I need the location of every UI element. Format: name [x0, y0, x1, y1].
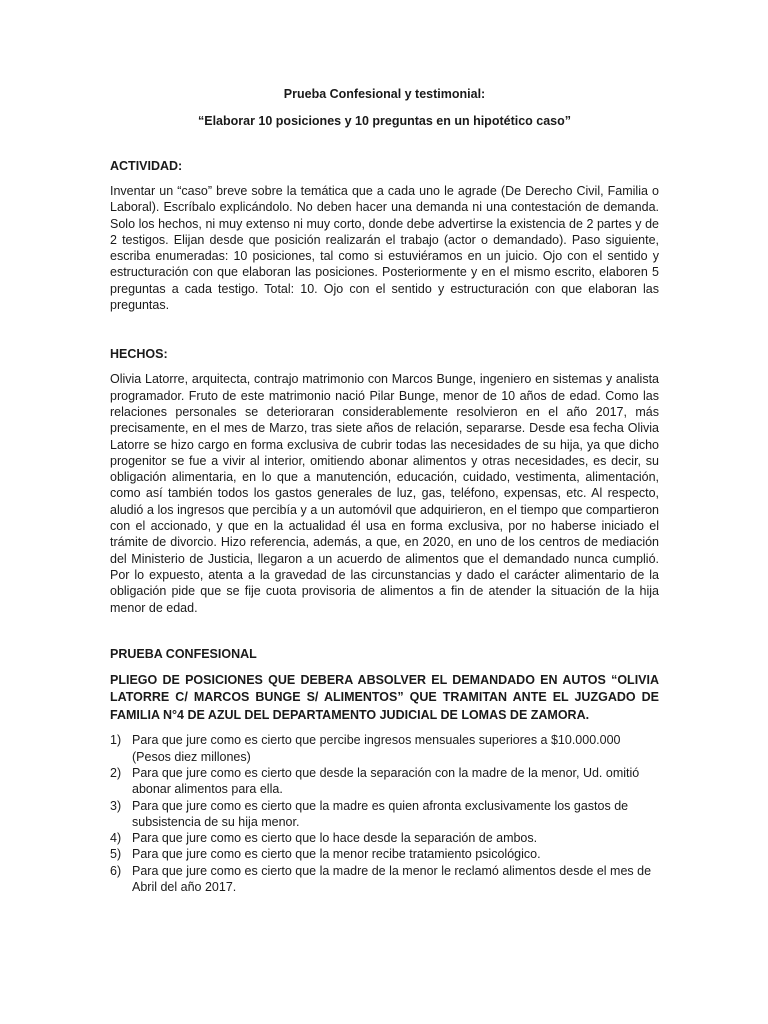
position-text: Para que jure como es cierto que la madre es quien afronta exclusivamente los gastos de subsistencia de su hija menor. [132, 798, 629, 829]
position-item [110, 798, 659, 831]
position-item [110, 863, 659, 896]
document-title: Prueba Confesional y testimonial: [283, 87, 486, 101]
position-number: 4) [110, 831, 122, 846]
prueba-confesional-heading: PRUEBA CONFESIONAL [110, 646, 257, 661]
position-item [110, 732, 659, 765]
hechos-heading: HECHOS: [110, 347, 168, 362]
actividad-text: Inventar un “caso” breve sobre la temática que a cada uno le agrade (De Derecho Civil, Familia o Laboral). Escríbalo explicándolo. No deben hacer una demanda ni una contestación de demanda. Solo los hechos, ni muy extenso ni muy corto, donde debe advertirse la existencia de 2 partes y de 2 testigos. Elijan desde que posición realizarán el trabajo (actor o demandado). Paso siguiente, escriba enumeradas: 10 posiciones, tal como si estuviéramos en un juicio. Ojo con el sentido y estructuración con que elaboran las posiciones. Posteriormente y en el mismo escrito, elaboren 5 preguntas a cada testigo. Total: 10. Ojo con el sentido y estructuración con que elaboran las preguntas. [110, 184, 659, 313]
hechos-text: Olivia Latorre, arquitecta, contrajo matrimonio con Marcos Bunge, ingeniero en sistemas y analista programador. Fruto de este matrimonio nació Pilar Bunge, menor de 10 años de edad. Como las relaciones personales se deterioraran considerablemente resolvieron en el año 2017, más precisamente, en el mes de Marzo, tras siete años de relación, separarse. Desde esa fecha Olivia Latorre se hizo cargo en forma exclusiva de cubrir todas las necesidades de su hija, ya que dicho progenitor se fue a vivir al interior, omitiendo abonar alimentos y otras necesidades, es decir, su obligación alimentaria, en lo que a manutención, educación, cuidado, vestimenta, alimentación, como así también todos los gastos generales de luz, gas, teléfono, expensas, etc. Al respecto, aludió a los ingresos que percibía y a un automóvil que adquirieron, en el tiempo que compartieron con el accionado, y que en la actualidad él usa en forma exclusiva, por no haberse iniciado el trámite de divorcio. Hizo referencia, además, a que, en 2020, en uno de los centros de mediación del Ministerio de Justicia, llegaron a un acuerdo de alimentos que el demandado nunca cumplió. Por lo expuesto, atenta a la gravedad de las circunstancias y dado el carácter alimentario de la obligación pide que se fije cuota provisoria de alimentos a fin de atender la situación de la hija menor de edad. [110, 372, 659, 615]
position-number: 1) [110, 733, 122, 748]
position-item [110, 846, 659, 862]
position-text: Para que jure como es cierto que percibe ingresos mensuales superiores a $10.000.000 (Pesos diez millones) [132, 733, 621, 764]
position-text: Para que jure como es cierto que la madre de la menor le reclamó alimentos desde el mes de Abril del año 2017. [132, 863, 652, 894]
position-number: 2) [110, 765, 122, 780]
document-subtitle: “Elaborar 10 posiciones y 10 preguntas en un hipotético caso” [197, 114, 572, 128]
positions-list [110, 732, 659, 895]
position-number: 3) [110, 798, 122, 813]
position-number: 6) [110, 863, 122, 878]
position-number: 5) [110, 847, 122, 862]
position-text: Para que jure como es cierto que lo hace desde la separación de ambos. [132, 831, 538, 846]
pliego-heading: PLIEGO DE POSICIONES QUE DEBERA ABSOLVER EL DEMANDADO EN AUTOS “OLIVIA LATORRE C/ MARCOS BUNGE S/ ALIMENTOS” QUE TRAMITAN ANTE EL JUZGADO DE FAMILIA N°4 DE AZUL DEL DEPARTAMENTO JUDICIAL DE LOMAS DE ZAMORA. [110, 672, 659, 722]
position-item [110, 765, 659, 798]
position-text: Para que jure como es cierto que la menor recibe tratamiento psicológico. [132, 847, 541, 862]
document-page [110, 86, 659, 895]
actividad-heading: ACTIVIDAD: [110, 159, 183, 173]
position-text: Para que jure como es cierto que desde la separación con la madre de la menor, Ud. omitió abonar alimentos para ella. [132, 765, 640, 797]
position-item [110, 830, 659, 846]
